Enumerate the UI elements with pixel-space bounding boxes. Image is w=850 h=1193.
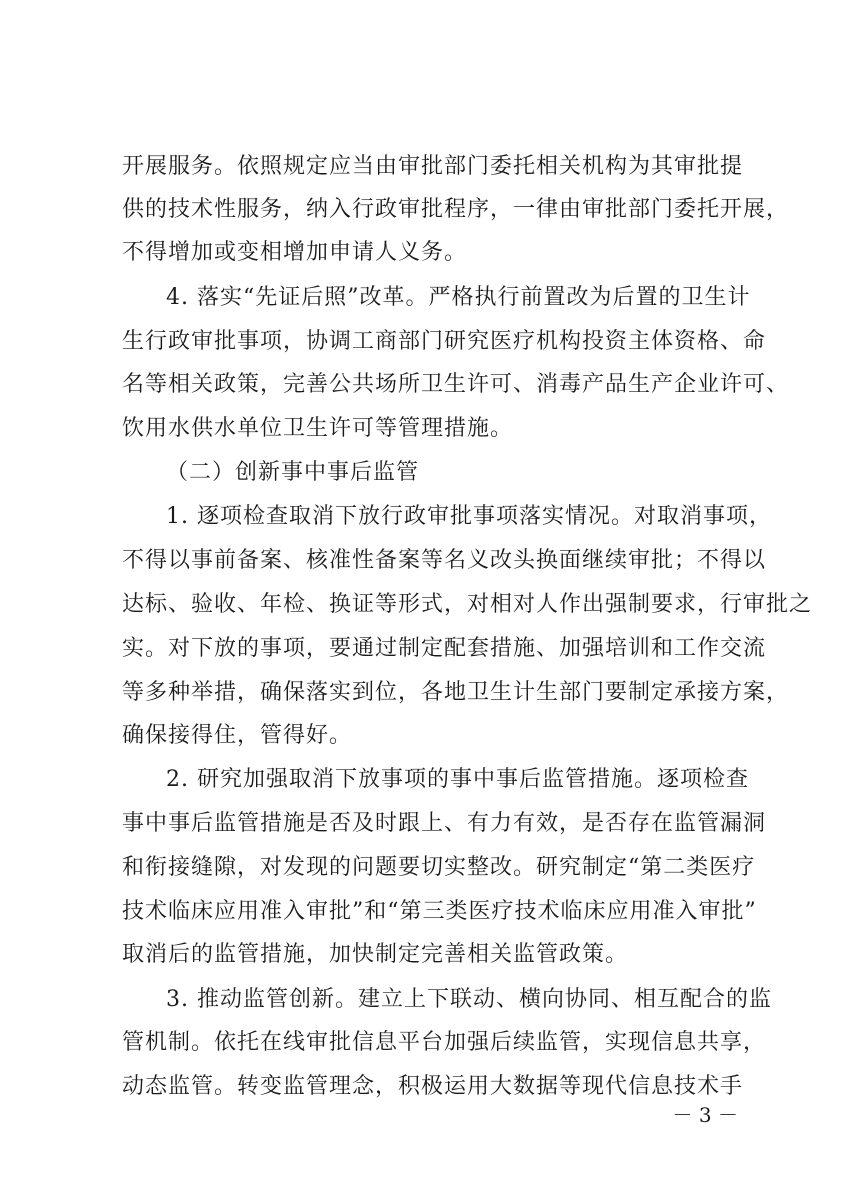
paragraph-line: 等多种举措，确保落实到位，各地卫生计生部门要制定承接方案， <box>122 680 790 705</box>
paragraph-line: 和衔接缝隙，对发现的问题要切实整改。研究制定“第二类医疗 <box>122 855 756 880</box>
paragraph-line: 管机制。依托在线审批信息平台加强后续监管，实现信息共享， <box>122 1030 767 1055</box>
paragraph-line: 生行政审批事项，协调工商部门研究医疗机构投资主体资格、命 <box>122 329 767 354</box>
paragraph-line: 不得增加或变相增加申请人义务。 <box>122 240 468 265</box>
paragraph-line: 1. 逐项检查取消下放行政审批事项落实情况。对取消事项， <box>166 504 772 529</box>
paragraph-line: 名等相关政策，完善公共场所卫生许可、消毒产品生产企业许可、 <box>122 372 790 397</box>
paragraph-line: 4. 落实“先证后照”改革。严格执行前置改为后置的卫生计 <box>166 285 751 310</box>
paragraph-line: 供的技术性服务，纳入行政审批程序，一律由审批部门委托开展， <box>122 197 790 222</box>
paragraph-line: 取消后的监管措施，加快制定完善相关监管政策。 <box>122 942 629 967</box>
section-heading: （二）创新事中事后监管 <box>166 460 420 485</box>
paragraph-line: 事中事后监管措施是否及时跟上、有力有效，是否存在监管漏洞 <box>122 811 767 836</box>
paragraph-line: 不得以事前备案、核准性备案等名义改头换面继续审批；不得以 <box>122 548 767 573</box>
paragraph-line: 3. 推动监管创新。建立上下联动、横向协同、相互配合的监 <box>166 987 772 1012</box>
paragraph-line: 饮用水供水单位卫生许可等管理措施。 <box>122 416 514 441</box>
paragraph-line: 动态监管。转变监管理念，积极运用大数据等现代信息技术手 <box>122 1074 744 1099</box>
page-number: － 3 － <box>672 1103 738 1127</box>
paragraph-line: 达标、验收、年检、换证等形式，对相对人作出强制要求，行审批之 <box>122 592 813 617</box>
paragraph-line: 技术临床应用准入审批”和“第三类医疗技术临床应用准入审批” <box>122 899 757 924</box>
paragraph-line: 2. 研究加强取消下放事项的事中事后监管措施。逐项检查 <box>166 767 749 792</box>
paragraph-line: 实。对下放的事项，要通过制定配套措施、加强培训和工作交流 <box>122 636 767 661</box>
paragraph-line: 开展服务。依照规定应当由审批部门委托相关机构为其审批提 <box>122 154 744 179</box>
paragraph-line: 确保接得住，管得好。 <box>122 723 353 748</box>
